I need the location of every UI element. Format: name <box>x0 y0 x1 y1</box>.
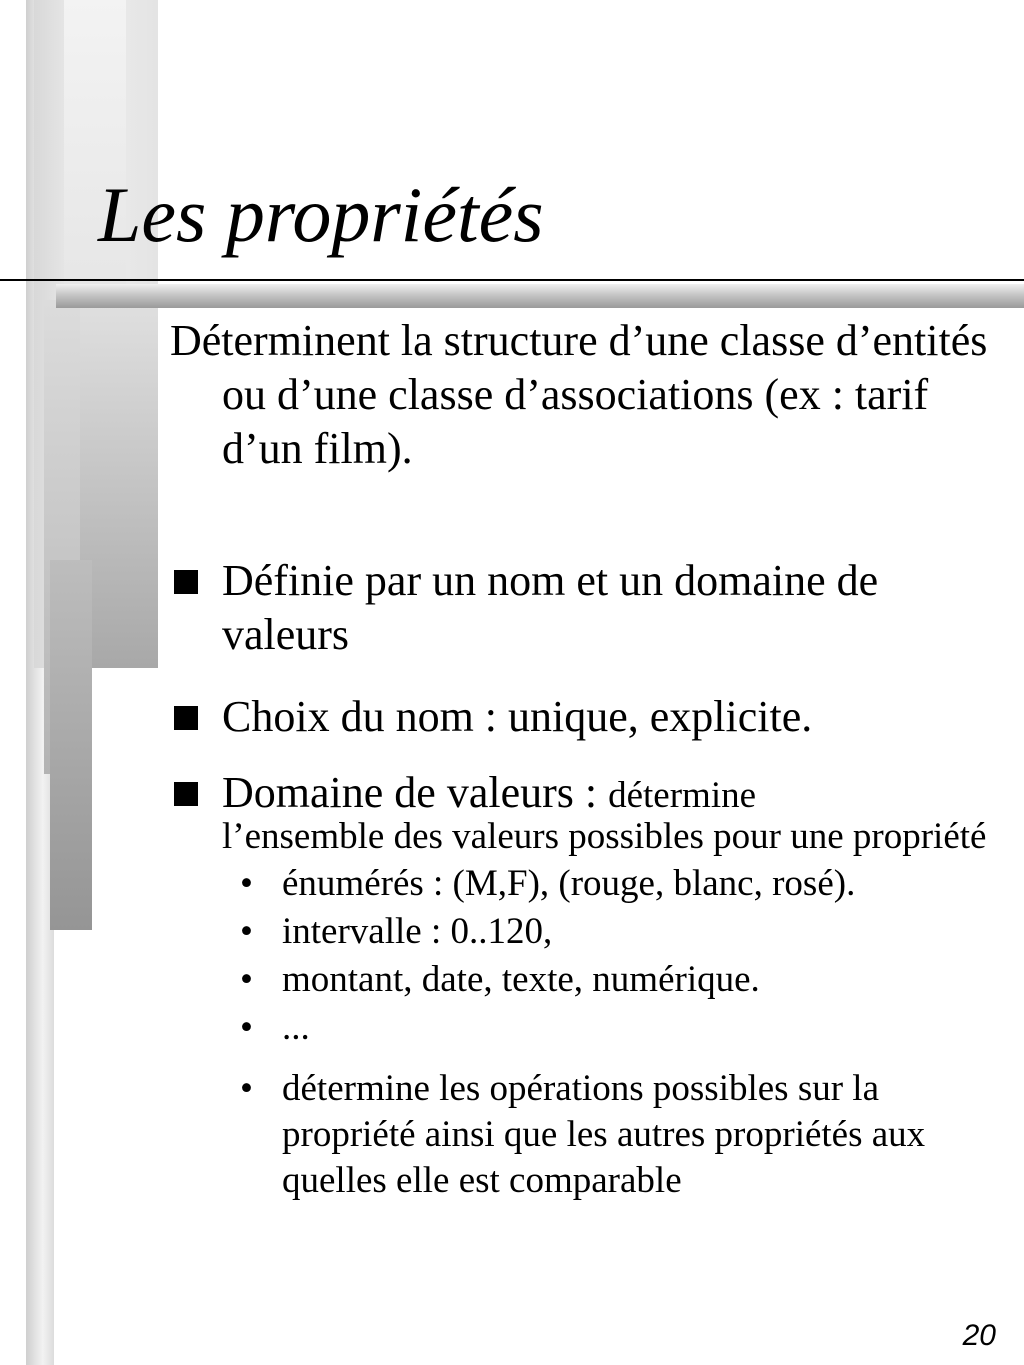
bullet-dot-icon: • <box>240 911 253 952</box>
black-square-icon <box>174 706 198 730</box>
sub-bullet-list <box>222 860 1000 1204</box>
black-square-icon <box>174 782 198 806</box>
bullet-dot-icon: • <box>240 863 253 904</box>
title-divider <box>0 279 1024 281</box>
slide-title: Les propriétés <box>98 171 544 258</box>
bullet-lead: Domaine de valeurs : <box>222 768 598 817</box>
sub-bullet-text: détermine les opérations possibles sur la propriété ainsi que les autres propriétés aux quelles elle est comparable <box>282 1068 926 1201</box>
bullet-lead-small: détermine <box>608 775 757 816</box>
intro-paragraph: Déterminent la structure d’une classe d’entités ou d’une classe d’associations (ex : tarif d’un film). <box>170 316 988 473</box>
bullet-dot-icon: • <box>240 1068 253 1109</box>
page-number: 20 <box>962 1319 996 1352</box>
sub-bullet-text: intervalle : 0..120, <box>282 911 553 952</box>
bullet-item <box>170 766 1000 1204</box>
slide-content <box>170 314 1000 1204</box>
sub-bullet-item <box>240 1004 1000 1052</box>
sub-bullet-item <box>240 908 1000 956</box>
bullet-text: Définie par un nom et un domaine de valeurs <box>222 556 879 659</box>
black-square-icon <box>174 570 198 594</box>
sub-bullet-item <box>240 956 1000 1004</box>
decorative-bar <box>50 560 92 930</box>
bullet-rest: l’ensemble des valeurs possibles pour une propriété <box>222 816 987 857</box>
sub-bullet-text: énumérés : (M,F), (rouge, blanc, rosé). <box>282 863 856 904</box>
sub-bullet-item <box>240 860 1000 908</box>
bullet-text: Choix du nom : unique, explicite. <box>222 692 813 741</box>
bullet-item <box>170 690 1000 744</box>
title-band <box>56 284 1024 308</box>
sub-bullet-text: ... <box>282 1007 310 1048</box>
sub-bullet-text: montant, date, texte, numérique. <box>282 959 760 1000</box>
sub-bullet-item <box>240 1066 1000 1204</box>
bullet-dot-icon: • <box>240 959 253 1000</box>
bullet-item <box>170 554 1000 662</box>
bullet-dot-icon: • <box>240 1007 253 1048</box>
